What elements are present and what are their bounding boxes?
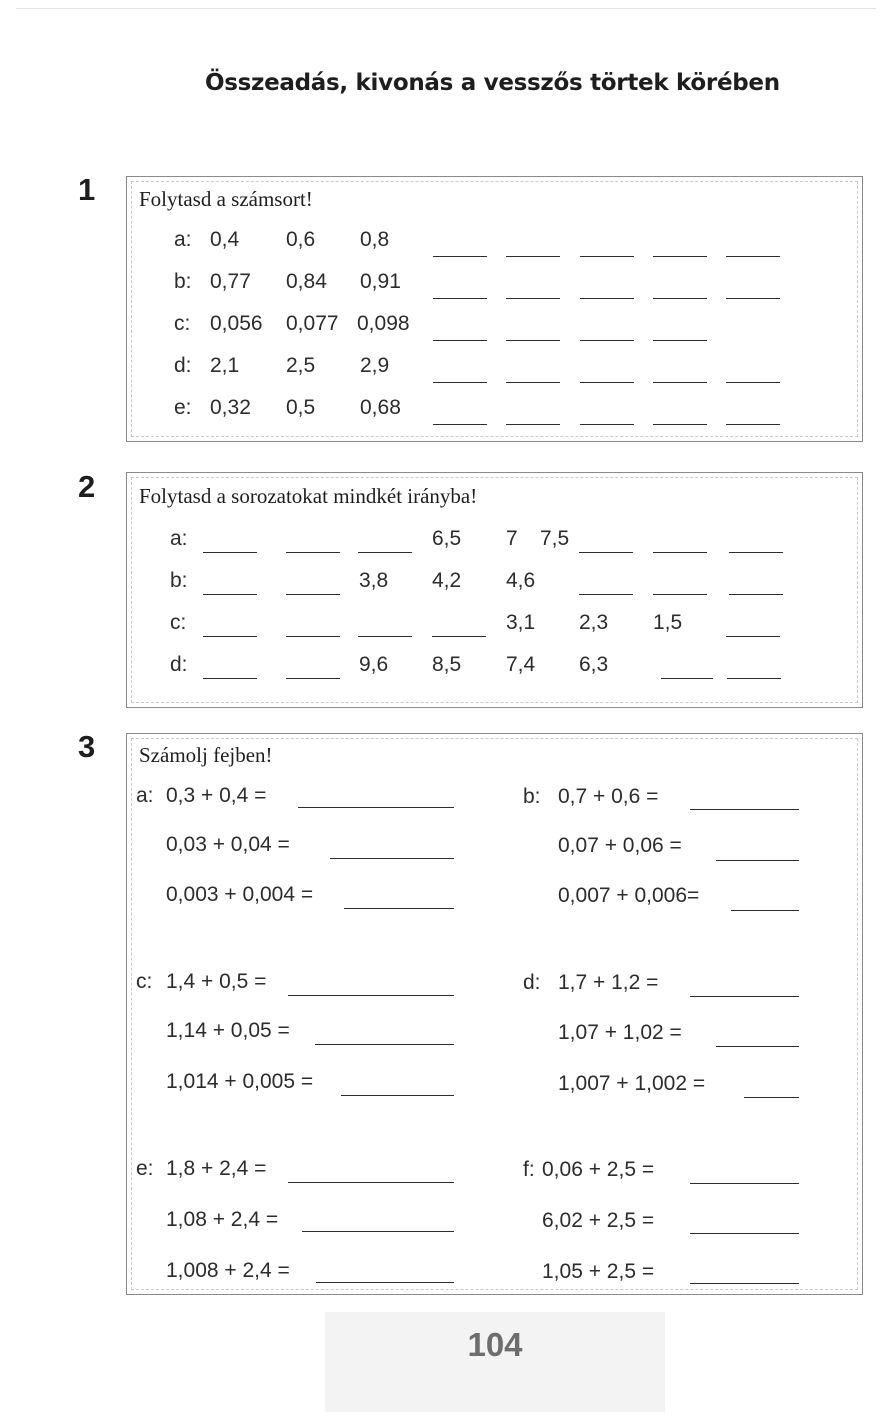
top-rule: [16, 8, 876, 9]
answer-blank[interactable]: [203, 594, 257, 595]
answer-blank[interactable]: [433, 298, 487, 299]
answer-blank[interactable]: [286, 552, 340, 553]
answer-blank[interactable]: [661, 678, 713, 679]
ex1-value: 2,5: [286, 354, 316, 377]
ex2-value: 4,2: [432, 569, 462, 592]
ex1-value: 0,4: [210, 228, 240, 251]
ex3-equation: 1,007 + 1,002 =: [558, 1072, 706, 1095]
ex3-equation: 0,06 + 2,5 =: [542, 1158, 655, 1181]
answer-blank[interactable]: [690, 996, 799, 997]
answer-blank[interactable]: [288, 995, 454, 996]
answer-blank[interactable]: [729, 552, 783, 553]
answer-blank[interactable]: [316, 1282, 454, 1283]
answer-blank[interactable]: [653, 552, 707, 553]
ex3-equation: 1,14 + 0,05 =: [166, 1019, 290, 1042]
answer-blank[interactable]: [729, 594, 783, 595]
ex3-equation: 0,3 + 0,4 =: [166, 784, 267, 807]
answer-blank[interactable]: [580, 256, 634, 257]
ex2-value: 7: [506, 527, 518, 550]
ex3-equation: 0,007 + 0,006=: [558, 884, 700, 907]
answer-blank[interactable]: [315, 1044, 454, 1045]
answer-blank[interactable]: [298, 807, 454, 808]
ex2-value: 6,5: [432, 527, 462, 550]
ex3-equation: 6,02 + 2,5 =: [542, 1209, 655, 1232]
ex2-value: 3,8: [359, 569, 389, 592]
answer-blank[interactable]: [344, 908, 454, 909]
ex1-value: 0,6: [286, 228, 316, 251]
answer-blank[interactable]: [358, 636, 412, 637]
ex3-equation: 1,4 + 0,5 =: [166, 970, 267, 993]
answer-blank[interactable]: [286, 636, 340, 637]
answer-blank[interactable]: [341, 1095, 454, 1096]
ex1-value: 0,077: [286, 312, 339, 335]
ex1-value: 2,1: [210, 354, 240, 377]
ex3-equation: 1,07 + 1,02 =: [558, 1021, 682, 1044]
answer-blank[interactable]: [726, 298, 780, 299]
answer-blank[interactable]: [653, 256, 707, 257]
answer-blank[interactable]: [302, 1231, 454, 1232]
ex2-value: 4,6: [506, 569, 536, 592]
answer-blank[interactable]: [286, 678, 340, 679]
ex3-group-label: d:: [523, 971, 541, 994]
answer-blank[interactable]: [203, 678, 257, 679]
exercise-2-inner-border: [131, 477, 858, 703]
ex3-equation: 1,014 + 0,005 =: [166, 1070, 314, 1093]
answer-blank[interactable]: [726, 256, 780, 257]
ex1-value: 0,84: [286, 270, 327, 293]
answer-blank[interactable]: [288, 1182, 454, 1183]
page-title: Összeadás, kivonás a vesszős törtek körében: [205, 70, 780, 96]
exercise-3-instruction: Számolj fejben!: [139, 743, 273, 767]
answer-blank[interactable]: [506, 424, 560, 425]
ex2-value: 6,3: [579, 653, 609, 676]
ex3-equation: 0,7 + 0,6 =: [558, 785, 659, 808]
answer-blank[interactable]: [433, 424, 487, 425]
ex2-value: 3,1: [506, 611, 536, 634]
ex1-value: 0,056: [210, 312, 263, 335]
ex3-equation: 0,003 + 0,004 =: [166, 883, 314, 906]
answer-blank[interactable]: [358, 552, 412, 553]
answer-blank[interactable]: [286, 594, 340, 595]
ex1-row-label: c:: [174, 312, 191, 335]
answer-blank[interactable]: [580, 340, 634, 341]
answer-blank[interactable]: [433, 340, 487, 341]
answer-blank[interactable]: [580, 382, 634, 383]
exercise-3-number: 3: [78, 729, 96, 764]
ex2-value: 7,4: [506, 653, 536, 676]
answer-blank[interactable]: [653, 340, 707, 341]
ex2-value: 2,3: [579, 611, 609, 634]
ex3-group-label: a:: [136, 784, 154, 807]
answer-blank[interactable]: [690, 1183, 799, 1184]
answer-blank[interactable]: [433, 256, 487, 257]
answer-blank[interactable]: [653, 424, 707, 425]
ex1-value: 0,5: [286, 396, 316, 419]
answer-blank[interactable]: [690, 1233, 799, 1234]
exercise-2-number: 2: [78, 469, 96, 504]
ex3-equation: 0,03 + 0,04 =: [166, 833, 290, 856]
answer-blank[interactable]: [716, 1046, 799, 1047]
answer-blank[interactable]: [506, 382, 560, 383]
ex2-row-label: c:: [170, 611, 187, 634]
ex2-row-label: a:: [170, 527, 188, 550]
ex2-value: 7,5: [540, 527, 570, 550]
ex3-equation: 0,07 + 0,06 =: [558, 834, 682, 857]
ex1-value: 0,77: [210, 270, 251, 293]
answer-blank[interactable]: [726, 382, 780, 383]
answer-blank[interactable]: [579, 552, 633, 553]
ex1-value: 2,9: [360, 354, 390, 377]
ex2-value: 8,5: [432, 653, 462, 676]
ex2-row-label: d:: [170, 653, 188, 676]
ex1-row-label: e:: [174, 396, 192, 419]
page-number: 104: [467, 1326, 523, 1363]
answer-blank[interactable]: [506, 340, 560, 341]
answer-blank[interactable]: [506, 298, 560, 299]
ex1-row-label: a:: [174, 228, 192, 251]
answer-blank[interactable]: [726, 424, 780, 425]
ex3-equation: 1,8 + 2,4 =: [166, 1157, 267, 1180]
exercise-1-instruction: Folytasd a számsort!: [139, 187, 313, 211]
ex1-value: 0,098: [357, 312, 410, 335]
answer-blank[interactable]: [690, 1283, 799, 1284]
ex3-equation: 1,05 + 2,5 =: [542, 1260, 655, 1283]
answer-blank[interactable]: [579, 594, 633, 595]
ex3-group-label: f:: [523, 1158, 535, 1181]
answer-blank[interactable]: [203, 636, 257, 637]
answer-blank[interactable]: [727, 678, 781, 679]
answer-blank[interactable]: [716, 860, 799, 861]
answer-blank[interactable]: [506, 256, 560, 257]
ex2-value: 9,6: [359, 653, 389, 676]
ex2-value: 1,5: [653, 611, 683, 634]
ex1-value: 0,68: [360, 396, 401, 419]
exercise-1-number: 1: [78, 172, 96, 207]
answer-blank[interactable]: [432, 636, 486, 637]
answer-blank[interactable]: [580, 298, 634, 299]
ex3-equation: 1,08 + 2,4 =: [166, 1208, 279, 1231]
ex1-value: 0,8: [360, 228, 390, 251]
answer-blank[interactable]: [726, 636, 780, 637]
answer-blank[interactable]: [580, 424, 634, 425]
ex1-row-label: d:: [174, 354, 192, 377]
ex3-equation: 1,7 + 1,2 =: [558, 971, 659, 994]
ex1-value: 0,91: [360, 270, 401, 293]
ex3-group-label: c:: [136, 970, 153, 993]
ex3-equation: 1,008 + 2,4 =: [166, 1259, 290, 1282]
ex1-value: 0,32: [210, 396, 251, 419]
ex2-row-label: b:: [170, 569, 188, 592]
answer-blank[interactable]: [731, 910, 799, 911]
answer-blank[interactable]: [203, 552, 257, 553]
exercise-2-instruction: Folytasd a sorozatokat mindkét irányba!: [139, 484, 478, 508]
ex3-group-label: e:: [136, 1157, 154, 1180]
answer-blank[interactable]: [653, 594, 707, 595]
answer-blank[interactable]: [433, 382, 487, 383]
ex1-row-label: b:: [174, 270, 192, 293]
ex3-group-label: b:: [523, 785, 541, 808]
answer-blank[interactable]: [690, 809, 799, 810]
answer-blank[interactable]: [330, 858, 454, 859]
answer-blank[interactable]: [653, 382, 707, 383]
answer-blank[interactable]: [744, 1097, 799, 1098]
answer-blank[interactable]: [653, 298, 707, 299]
